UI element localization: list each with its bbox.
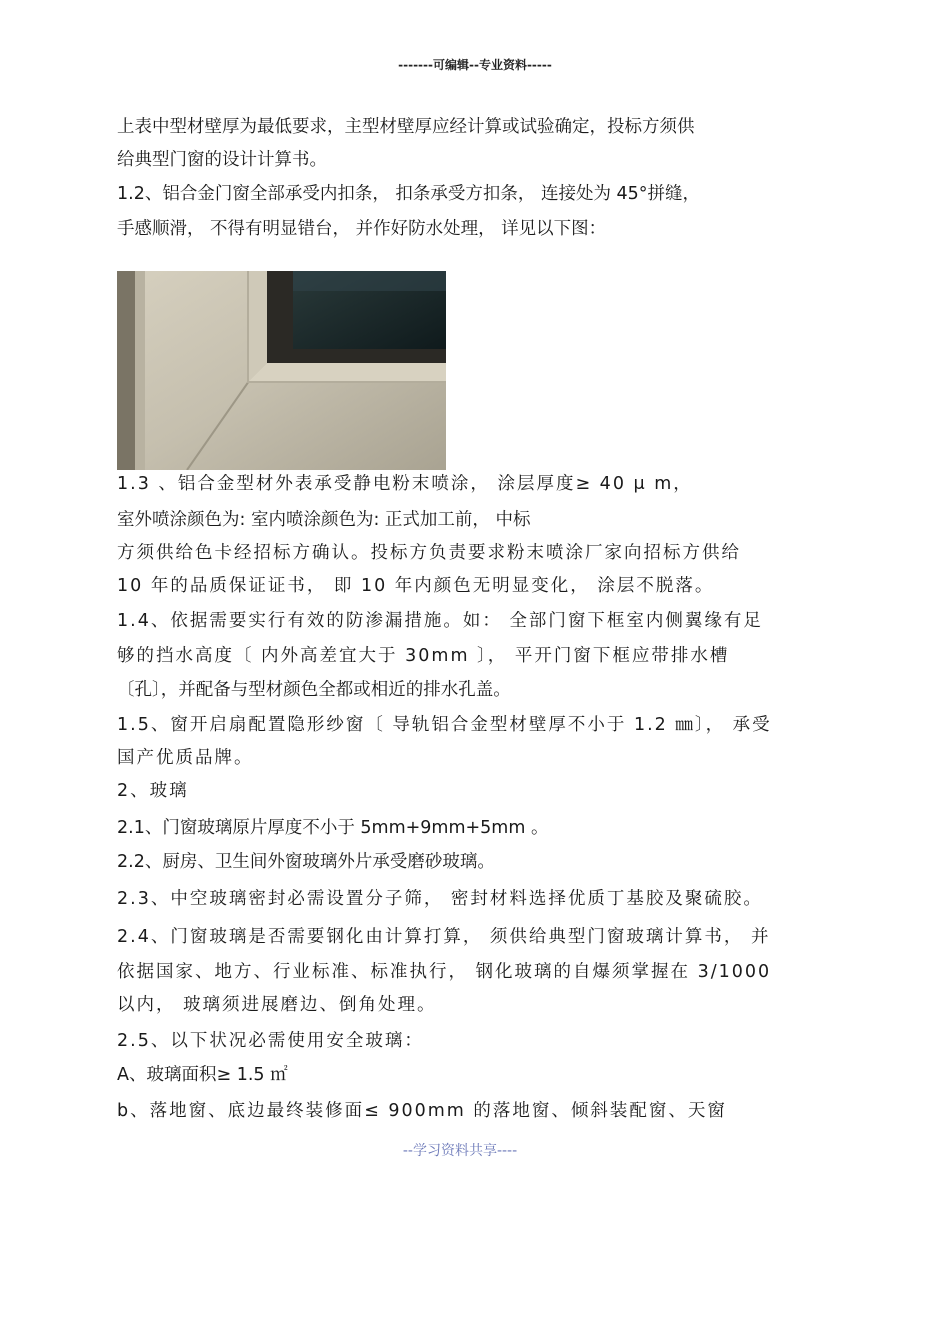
text-line: 〔孔〕，并配备与型材颜色全都或相近的排水孔盖。	[117, 680, 511, 700]
text-line: 以内， 玻璃须进展磨边、倒角处理。	[117, 995, 437, 1015]
text-line: 国产优质品牌。	[117, 748, 254, 768]
text-line: b、落地窗、底边最终装修面≤ 900mm 的落地窗、倾斜装配窗、天窗	[117, 1101, 727, 1121]
text-line: 2.3、中空玻璃密封必需设置分子筛， 密封材料选择优质丁基胶及聚硫胶。	[117, 889, 763, 909]
text-line: 2、玻璃	[117, 781, 189, 801]
text-line: 1.5、窗开启扇配置隐形纱窗〔 导轨铝合金型材壁厚不小于 1.2 ㎜〕， 承受	[117, 715, 772, 735]
text-line: 手感顺滑， 不得有明显错台， 并作好防水处理， 详见以下图：	[117, 219, 607, 239]
text-line: A、玻璃面积≥ 1.5 ㎡	[117, 1065, 288, 1085]
text-line: 10 年的品质保证证书， 即 10 年内颜色无明显变化， 涂层不脱落。	[117, 576, 715, 596]
text-line: 够的挡水高度〔 内外高差宜大于 30mm 〕， 平开门窗下框应带排水槽	[117, 646, 730, 666]
page-footer: --学习资料共享----	[402, 1143, 518, 1159]
text-line: 方须供给色卡经招标方确认。投标方负责要求粉末喷涂厂家向招标方供给	[117, 543, 741, 563]
text-line: 给典型门窗的设计计算书。	[117, 150, 327, 170]
text-line: 2.2、厨房、卫生间外窗玻璃外片承受磨砂玻璃。	[117, 852, 495, 872]
text-line: 2.1、门窗玻璃原片厚度不小于 5mm+9mm+5mm 。	[117, 818, 549, 838]
text-line: 2.5、以下状况必需使用安全玻璃：	[117, 1031, 424, 1051]
text-line: 室外喷涂颜色为: 室内喷涂颜色为: 正式加工前， 中标	[117, 510, 531, 530]
text-line: 依据国家、地方、行业标准、标准执行， 钢化玻璃的自爆须掌握在 3/1000	[117, 962, 772, 982]
page-header: -------可编辑--专业资料-----	[398, 58, 552, 72]
window-frame-photo	[117, 271, 446, 470]
text-line: 1.3 、铝合金型材外表承受静电粉末喷涂， 涂层厚度≥ 40 μ m，	[117, 474, 693, 494]
text-line: 1.4、依据需要实行有效的防渗漏措施。如： 全部门窗下框室内侧翼缘有足	[117, 611, 763, 631]
text-line: 上表中型材壁厚为最低要求，主型材壁厚应经计算或试验确定，投标方须供	[117, 117, 695, 137]
text-line: 2.4、门窗玻璃是否需要钢化由计算打算， 须供给典型门窗玻璃计算书， 并	[117, 927, 771, 947]
text-line: 1.2、铝合金门窗全部承受内扣条， 扣条承受方扣条， 连接处为 45°拼缝，	[117, 184, 701, 204]
